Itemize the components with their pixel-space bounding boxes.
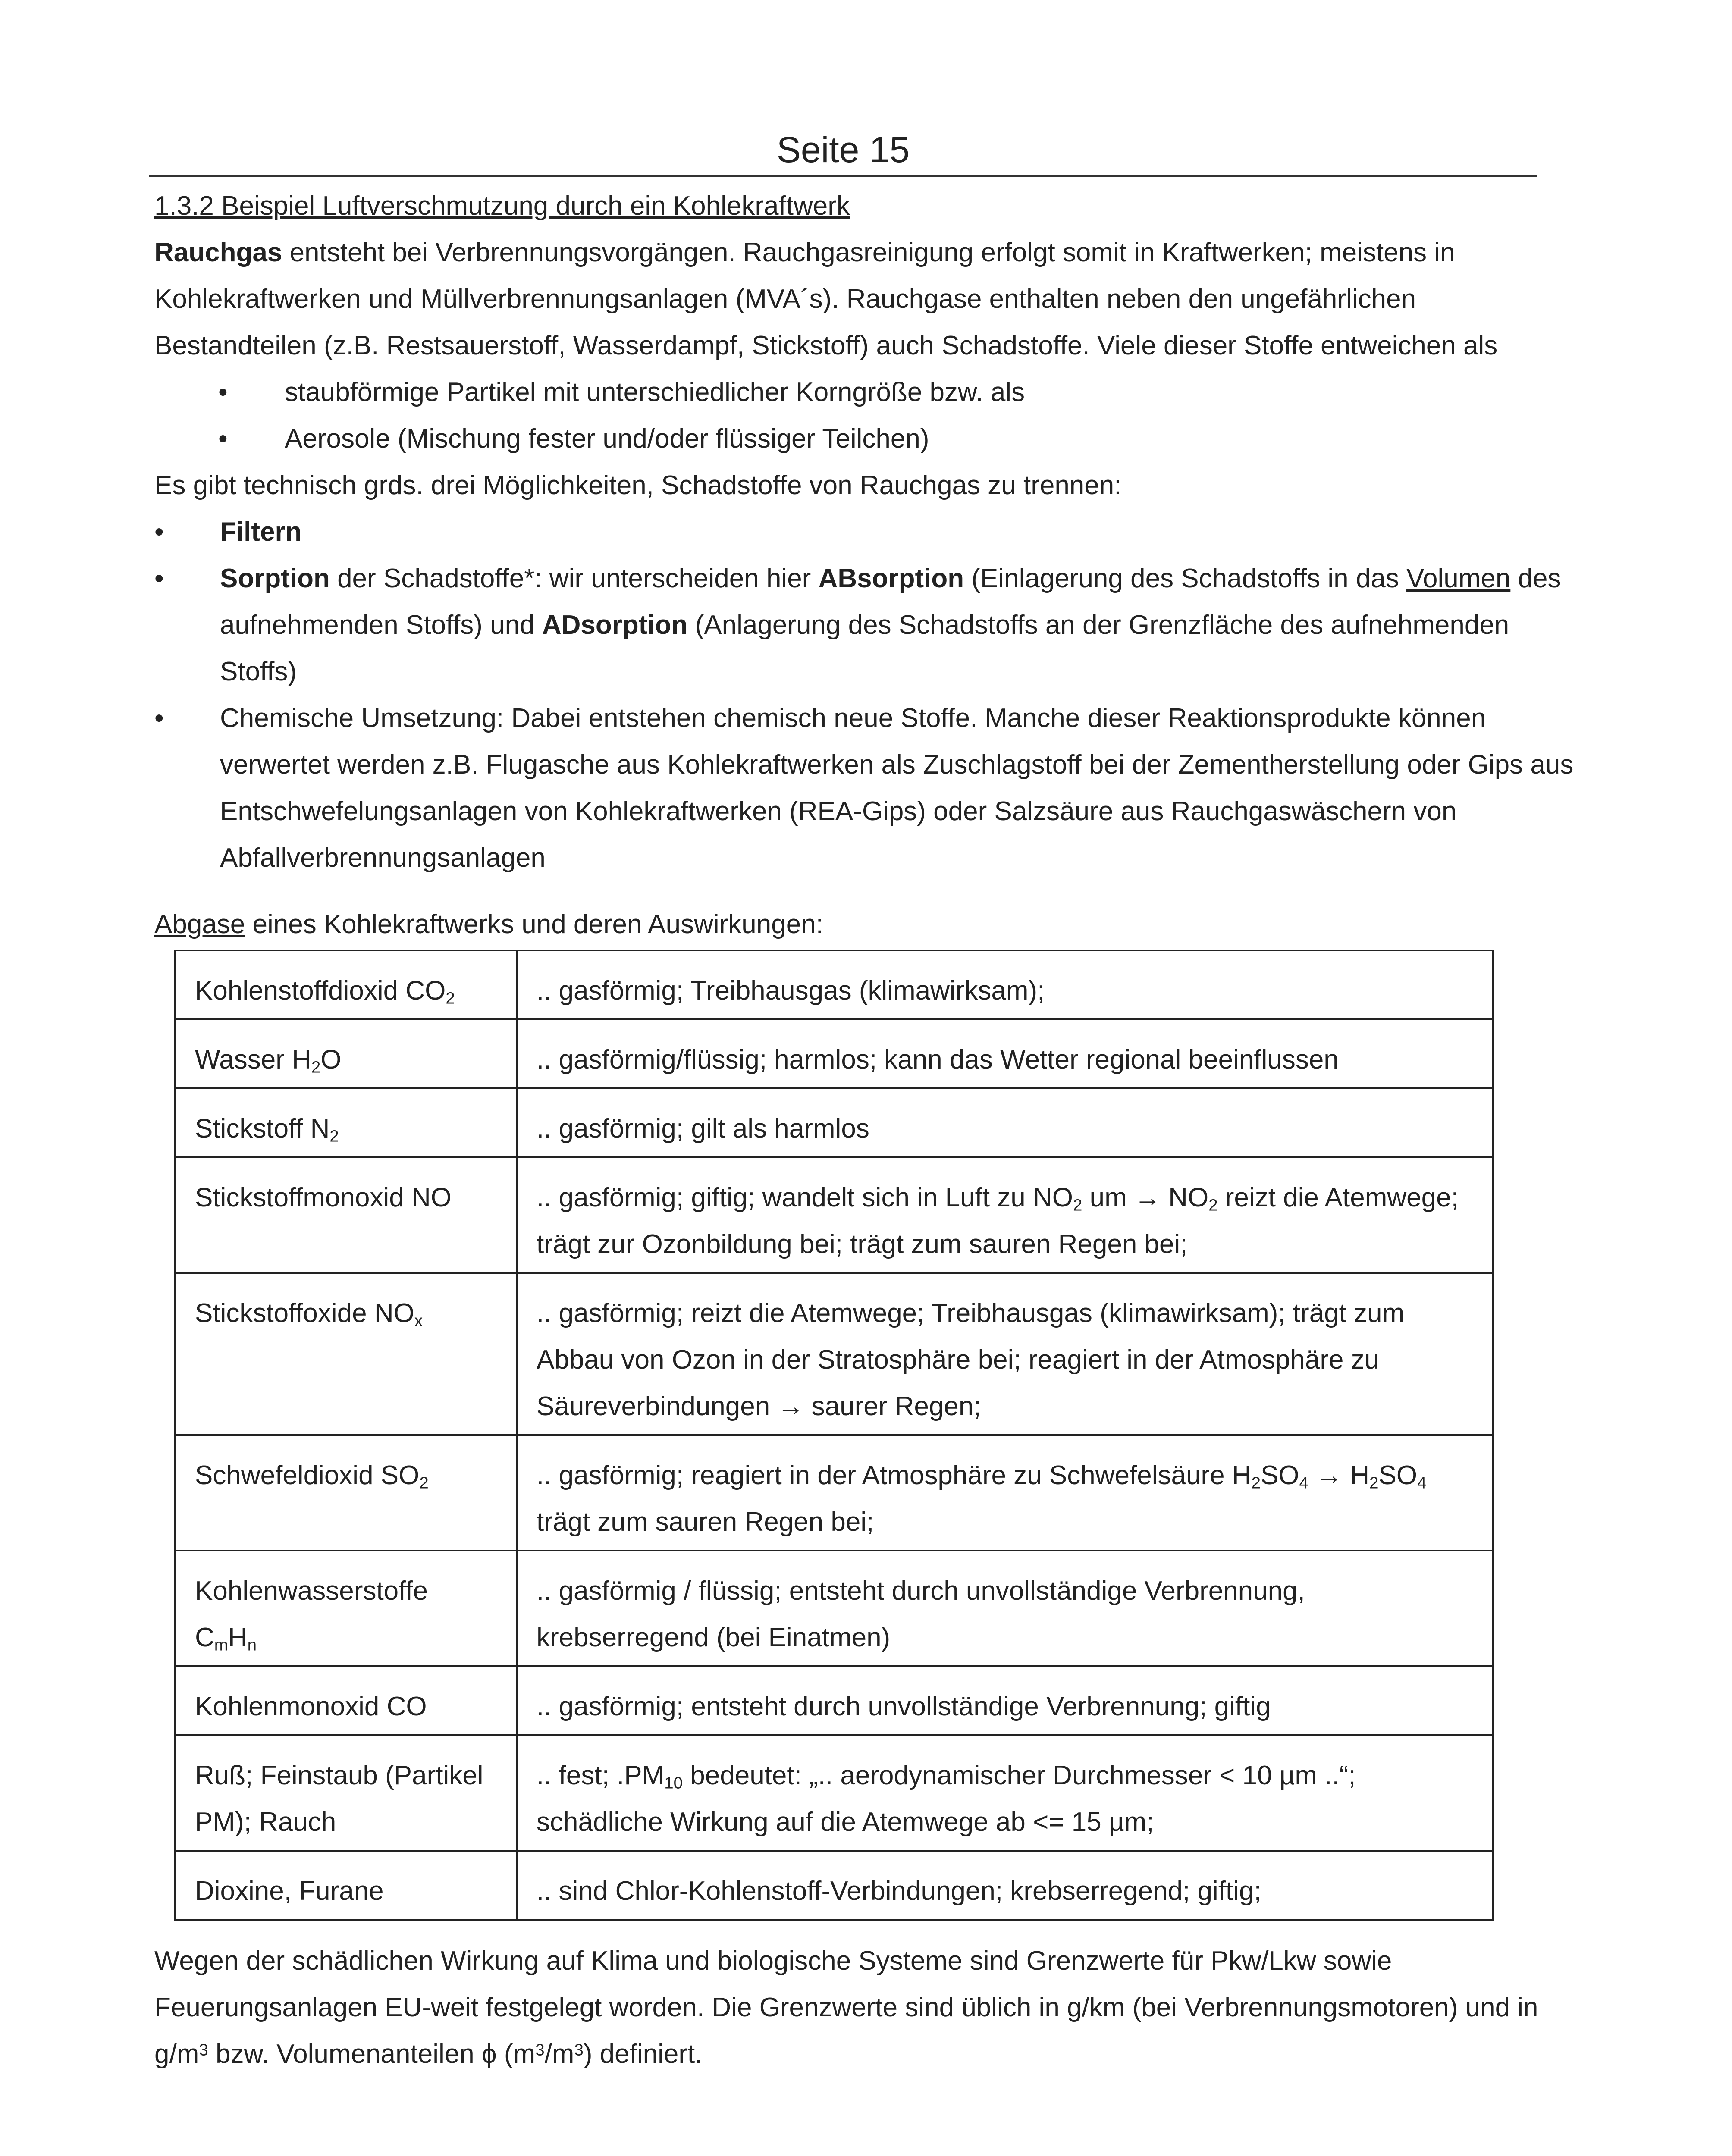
page-header — [149, 126, 1537, 177]
table-row — [175, 1735, 1493, 1851]
table-row — [175, 1666, 1493, 1735]
table-row — [175, 1551, 1493, 1666]
table-row — [175, 1088, 1493, 1157]
effect-cell: .. fest; $.PM_{10}$ bedeutet: „.. aerodynamischer Durchmesser < 10 µm ..“; schädliche Wirkung auf die Atemwege ab <= 15 µm; — [517, 1735, 1493, 1851]
table-row — [175, 1435, 1493, 1551]
list-item: • Aerosole (Mischung fester und/oder flüssiger Teilchen) — [154, 416, 1578, 462]
substance-cell: Stickstoffoxide $NO_x$ — [175, 1273, 517, 1435]
table-intro: Abgase eines Kohlekraftwerks und deren Auswirkungen: — [154, 909, 823, 939]
intro-text: entsteht bei Verbrennungsvorgängen. Rauchgasreinigung erfolgt somit in Kraftwerken; meistens in Kohlekraftwerken und Müllverbrennungsanlagen (MVA´s). Rauchgase enthalten neben den ungefährlichen Bestandteilen (z.B. Restsauerstoff, Wasserdampf, Stickstoff) auch Schadstoffe. Viele dieser Stoffe entweichen als — [154, 238, 1498, 360]
effect-cell: .. gasförmig; gilt als harmlos — [517, 1088, 1493, 1157]
substance-cell: Kohlenstoffdioxid $CO_2$ — [175, 950, 517, 1019]
substance-cell: Kohlenmonoxid CO — [175, 1666, 517, 1735]
spacer — [154, 881, 1578, 901]
table-row — [175, 950, 1493, 1019]
effect-cell: .. gasförmig; reagiert in der Atmosphäre zu Schwefelsäure $H_2SO_4 \to H_2SO_4$ trägt zum sauren Regen bei; — [517, 1435, 1493, 1551]
section-title: 1.3.2 Beispiel Luftverschmutzung durch ein Kohlekraftwerk — [154, 191, 850, 221]
emission-forms-list — [154, 369, 1578, 462]
effect-cell: .. sind Chlor-Kohlenstoff-Verbindungen; krebserregend; giftig; — [517, 1851, 1493, 1920]
table-row — [175, 1273, 1493, 1435]
table-row — [175, 1019, 1493, 1088]
method-sorption: • Sorption der Schadstoffe*: wir unterscheiden hier ABsorption (Einlagerung des Schadstoffs in das Volumen des aufnehmenden Stoffs) und ADsorption (Anlagerung des Schadstoffs an der Grenzfläche des aufnehmenden Stoffs) — [154, 555, 1578, 695]
effect-cell: .. gasförmig / flüssig; entsteht durch unvollständige Verbrennung, krebserregend (bei Einatmen) — [517, 1551, 1493, 1666]
method-chemical: • Chemische Umsetzung: Dabei entstehen chemisch neue Stoffe. Manche dieser Reaktionsprodukte können verwertet werden z.B. Flugasche aus Kohlekraftwerken als Zuschlagstoff bei der Zementherstellung oder Gips aus Entschwefelungsanlagen von Kohlekraftwerken (REA-Gips) oder Salzsäure aus Rauchgaswäschern von Abfallverbrennungsanlagen — [154, 695, 1578, 881]
separation-methods-list — [154, 509, 1578, 881]
exhaust-gases-table — [174, 950, 1494, 1921]
effect-cell: .. gasförmig; entsteht durch unvollständige Verbrennung; giftig — [517, 1666, 1493, 1735]
table-row — [175, 1851, 1493, 1920]
effect-cell: .. gasförmig; reizt die Atemwege; Treibhausgas (klimawirksam); trägt zum Abbau von Ozon in der Stratosphäre bei; reagiert in der Atmosphäre zu Säureverbindungen → saurer Regen; — [517, 1273, 1493, 1435]
effect-cell: .. gasförmig; Treibhausgas (klimawirksam); — [517, 950, 1493, 1019]
limits-paragraph: Wegen der schädlichen Wirkung auf Klima und biologische Systeme sind Grenzwerte für Pkw/Lkw sowie Feuerungsanlagen EU-weit festgelegt worden. Die Grenzwerte sind üblich in g/km (bei Verbrennungsmotoren) und in $g/m^3$ bzw. Volumenanteilen ϕ $(m^3/m^3)$ definiert. — [154, 1946, 1538, 2069]
methods-intro: Es gibt technisch grds. drei Möglichkeiten, Schadstoffe von Rauchgas zu trennen: — [154, 470, 1122, 500]
substance-cell: Wasser $H_2O$ — [175, 1019, 517, 1088]
effect-cell: .. gasförmig/flüssig; harmlos; kann das Wetter regional beeinflussen — [517, 1019, 1493, 1088]
substance-cell: Stickstoff $N_2$ — [175, 1088, 517, 1157]
document-body — [154, 183, 1578, 2078]
table-row — [175, 1157, 1493, 1273]
intro-term: Rauchgas — [154, 238, 282, 267]
effect-cell: .. gasförmig; giftig; wandelt sich in Luft zu $NO_2$ um → $NO_2$ reizt die Atemwege; trägt zur Ozonbildung bei; trägt zum sauren Regen bei; — [517, 1157, 1493, 1273]
substance-cell: Kohlenwasserstoffe $C_mH_n$ — [175, 1551, 517, 1666]
method-filter: • Filtern — [154, 509, 1578, 555]
substance-cell: Ruß; Feinstaub (Partikel PM); Rauch — [175, 1735, 517, 1851]
substance-cell: Stickstoffmonoxid NO — [175, 1157, 517, 1273]
substance-cell: Schwefeldioxid $SO_2$ — [175, 1435, 517, 1551]
substance-cell: Dioxine, Furane — [175, 1851, 517, 1920]
page-number: Seite 15 — [776, 129, 910, 170]
list-item: • staubförmige Partikel mit unterschiedlicher Korngröße bzw. als — [154, 369, 1578, 416]
intro-paragraph — [154, 229, 1578, 369]
